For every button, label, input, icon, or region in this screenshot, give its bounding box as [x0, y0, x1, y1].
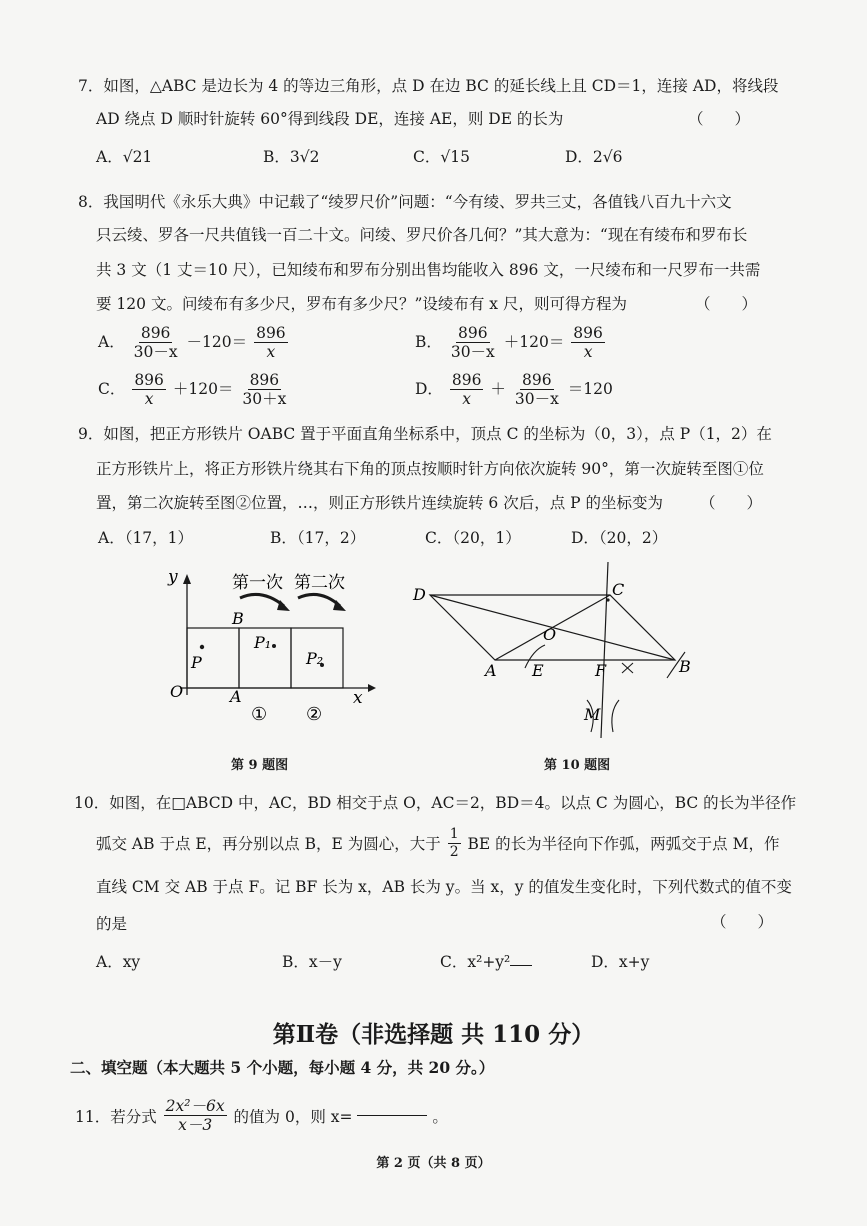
fig9-label-o: O [170, 682, 184, 701]
q8-c-n1: 896 [134, 371, 164, 389]
q8-option-b-mid: ＋120＝ [503, 333, 565, 352]
q8-line3: 共 3 文（1 丈＝10 尺），已知绫布和罗布分别出售均能收入 896 文，一尺绫布和一尺罗布一共需 [96, 261, 761, 279]
q10-half-num: 1 [449, 826, 459, 842]
q7-option-d: D．2√6 [565, 148, 623, 166]
fig9-label-second: 第二次 [294, 573, 345, 593]
fig9-label-a: A [230, 687, 242, 706]
q10-option-c-mark [510, 965, 532, 966]
fig10-caption: 第 10 题图 [544, 758, 611, 773]
fig9-label-first: 第一次 [232, 573, 283, 593]
fig9-point-p1 [272, 644, 276, 648]
q8-option-a-label: A． [98, 333, 125, 352]
fig9-label-circle2: ② [306, 704, 323, 725]
q8-option-d-frac1 [450, 372, 484, 408]
q8-option-d-frac2 [513, 372, 561, 408]
fig9-arrow-first [240, 594, 284, 606]
q9-option-b: B．（17，2） [270, 529, 366, 547]
q8-a-d2: x [266, 343, 276, 362]
fig9-label-circle1: ① [251, 704, 268, 725]
fig9-label-x: x [353, 688, 363, 708]
page-footer: 第 2 页（共 8 页） [376, 1156, 491, 1171]
fig9-point-p [200, 645, 204, 649]
q10-option-d: D．x+y [591, 953, 650, 971]
fig10-label-e: E [532, 661, 544, 680]
q10-line2-part2: BE 的长为半径向下作弧，两弧交于点 M，作 [467, 835, 780, 854]
q9-option-c: C．（20，1） [425, 529, 521, 547]
fig10-label-c: C [612, 580, 625, 599]
fig10-line-cm [601, 562, 608, 738]
q8-b-n1: 896 [458, 324, 488, 342]
q8-option-d-tail: ＝120 [567, 380, 613, 399]
q8-option-c-mid: ＋120＝ [172, 380, 234, 399]
fig9-label-p: P [191, 653, 202, 672]
q8-option-a-frac1 [132, 325, 180, 361]
fig10-label-o: O [543, 625, 557, 644]
q10-half-fraction [448, 827, 461, 859]
q10-line1: 10．如图，在□ABCD 中，AC，BD 相交于点 O，AC＝2，BD＝4。以点 C 为圆心，BC 的长为半径作 [74, 794, 797, 812]
q10-option-a: A．xy [96, 953, 141, 971]
q8-option-b-frac1 [449, 325, 497, 361]
q8-answer-paren: （ ） [695, 295, 758, 313]
q11 [75, 1098, 448, 1134]
q10-line4: 的是 [96, 915, 128, 933]
fig9-label-b: B [232, 609, 244, 628]
q11-post: 的值为 0，则 x= [233, 1107, 353, 1126]
fill-in-section-heading: 二、填空题（本大题共 5 个小题，每小题 4 分，共 20 分。） [70, 1058, 495, 1077]
q8-option-d-label: D． [415, 380, 443, 399]
fig9-caption: 第 9 题图 [231, 758, 289, 773]
fig9-y-arrow [183, 574, 191, 584]
q10-option-b: B．x－y [282, 953, 342, 971]
fig10-label-a: A [485, 661, 497, 680]
q11-answer-blank[interactable] [357, 1115, 427, 1116]
q9-option-a: A．（17，1） [98, 529, 194, 547]
q8-d-n2: 896 [522, 371, 552, 389]
q11-end: 。 [432, 1107, 448, 1126]
q8-b-d1: 30－x [450, 343, 495, 362]
q10-line2 [96, 827, 779, 859]
figure-9 [150, 560, 380, 730]
figure-10 [405, 560, 705, 740]
q8-option-c-frac2 [240, 372, 288, 408]
q8-d-d2: 30－x [514, 390, 559, 409]
q9-line1: 9．如图，把正方形铁片 OABC 置于平面直角坐标系中，顶点 C 的坐标为（0，3），点 P（1，2）在 [78, 425, 772, 443]
q7-line2: AD 绕点 D 顺时针旋转 60°得到线段 DE，连接 AE，则 DE 的长为 [96, 110, 564, 128]
q7-option-c: C．√15 [413, 148, 470, 166]
q8-b-n2: 896 [573, 324, 603, 342]
q8-line1: 8．我国明代《永乐大典》中记载了“绫罗尺价”问题：“今有绫、罗共三丈，各值钱八百九十六文 [78, 193, 732, 211]
q8-option-d-mid: ＋ [490, 380, 506, 399]
q8-option-b-label: B． [415, 333, 442, 352]
q7-line1: 7．如图，△ABC 是边长为 4 的等边三角形，点 D 在边 BC 的延长线上且 CD＝1，连接 AD，将线段 [78, 77, 779, 95]
q9-line3: 置，第二次旋转至图②位置，…，则正方形铁片连续旋转 6 次后，点 P 的坐标变为 [96, 494, 664, 512]
q10-answer-paren: （ ） [711, 913, 774, 931]
fig9-x-arrow [368, 684, 376, 692]
q11-prefix: 11．若分式 [75, 1107, 157, 1126]
fig9-arrow-second [298, 594, 340, 606]
q9-option-d: D．（20，2） [571, 529, 668, 547]
section2-title: 第Ⅱ卷（非选择题 共 110 分） [272, 1021, 595, 1048]
q8-c-n2: 896 [249, 371, 280, 389]
q11-fraction [164, 1098, 227, 1134]
q8-line4: 要 120 文。问绫布有多少尺，罗布有多少尺？”设绫布有 x 尺，则可得方程为 [96, 295, 627, 313]
q11-den: x－3 [178, 1116, 213, 1135]
fig9-label-p2: P₂ [306, 649, 324, 668]
q8-b-d2: x [583, 343, 593, 362]
q9-answer-paren: （ ） [700, 494, 763, 512]
q9-line2: 正方形铁片上，将正方形铁片绕其右下角的顶点按顺时针方向依次旋转 90°，第一次旋转至图①位 [96, 460, 764, 478]
q8-option-b-frac2 [571, 325, 605, 361]
q8-option-b [415, 325, 607, 361]
q8-a-d1: 30－x [133, 343, 178, 362]
fig9-label-y: y [168, 567, 178, 587]
q8-option-a-frac2 [254, 325, 288, 361]
q8-d-n1: 896 [451, 371, 482, 389]
q8-option-c [98, 372, 290, 408]
q8-line2: 只云绫、罗各一尺共值钱一百二十文。问绫、罗尺价各几何？”其大意为：“现在有绫布和罗布长 [96, 226, 748, 244]
q8-option-a [98, 325, 290, 361]
q8-a-n2: 896 [256, 324, 286, 342]
q8-option-c-label: C． [98, 380, 126, 399]
q8-c-d1: x [144, 390, 154, 409]
q10-line2-part1: 弧交 AB 于点 E，再分别以点 B，E 为圆心，大于 [96, 835, 441, 854]
q11-num: 2x²－6x [165, 1097, 225, 1115]
fig10-label-m: M [584, 705, 601, 724]
fig10-point-c [606, 598, 609, 601]
q10-line3: 直线 CM 交 AB 于点 F。记 BF 长为 x，AB 长为 y。当 x，y 的值发生变化时，下列代数式的值不变 [96, 878, 792, 896]
q8-option-a-mid: －120＝ [186, 333, 248, 352]
q8-a-n1: 896 [140, 324, 171, 342]
q10-option-c: C．x²+y² [440, 953, 511, 971]
fig9-label-p1: P₁ [254, 633, 272, 652]
q10-half-den: 2 [449, 843, 459, 860]
q7-answer-paren: （ ） [688, 110, 751, 128]
fig10-label-b: B [679, 657, 691, 676]
q8-option-d [415, 372, 613, 408]
q8-c-d2: 30＋x [242, 390, 287, 409]
fig10-label-f: F [595, 661, 607, 680]
q7-option-a: A．√21 [96, 148, 153, 166]
fig10-label-d: D [413, 585, 426, 604]
q7-option-b: B．3√2 [263, 148, 320, 166]
fig10-arc-m2 [612, 700, 619, 732]
q8-option-c-frac1 [132, 372, 166, 408]
q8-d-d1: x [462, 390, 472, 409]
